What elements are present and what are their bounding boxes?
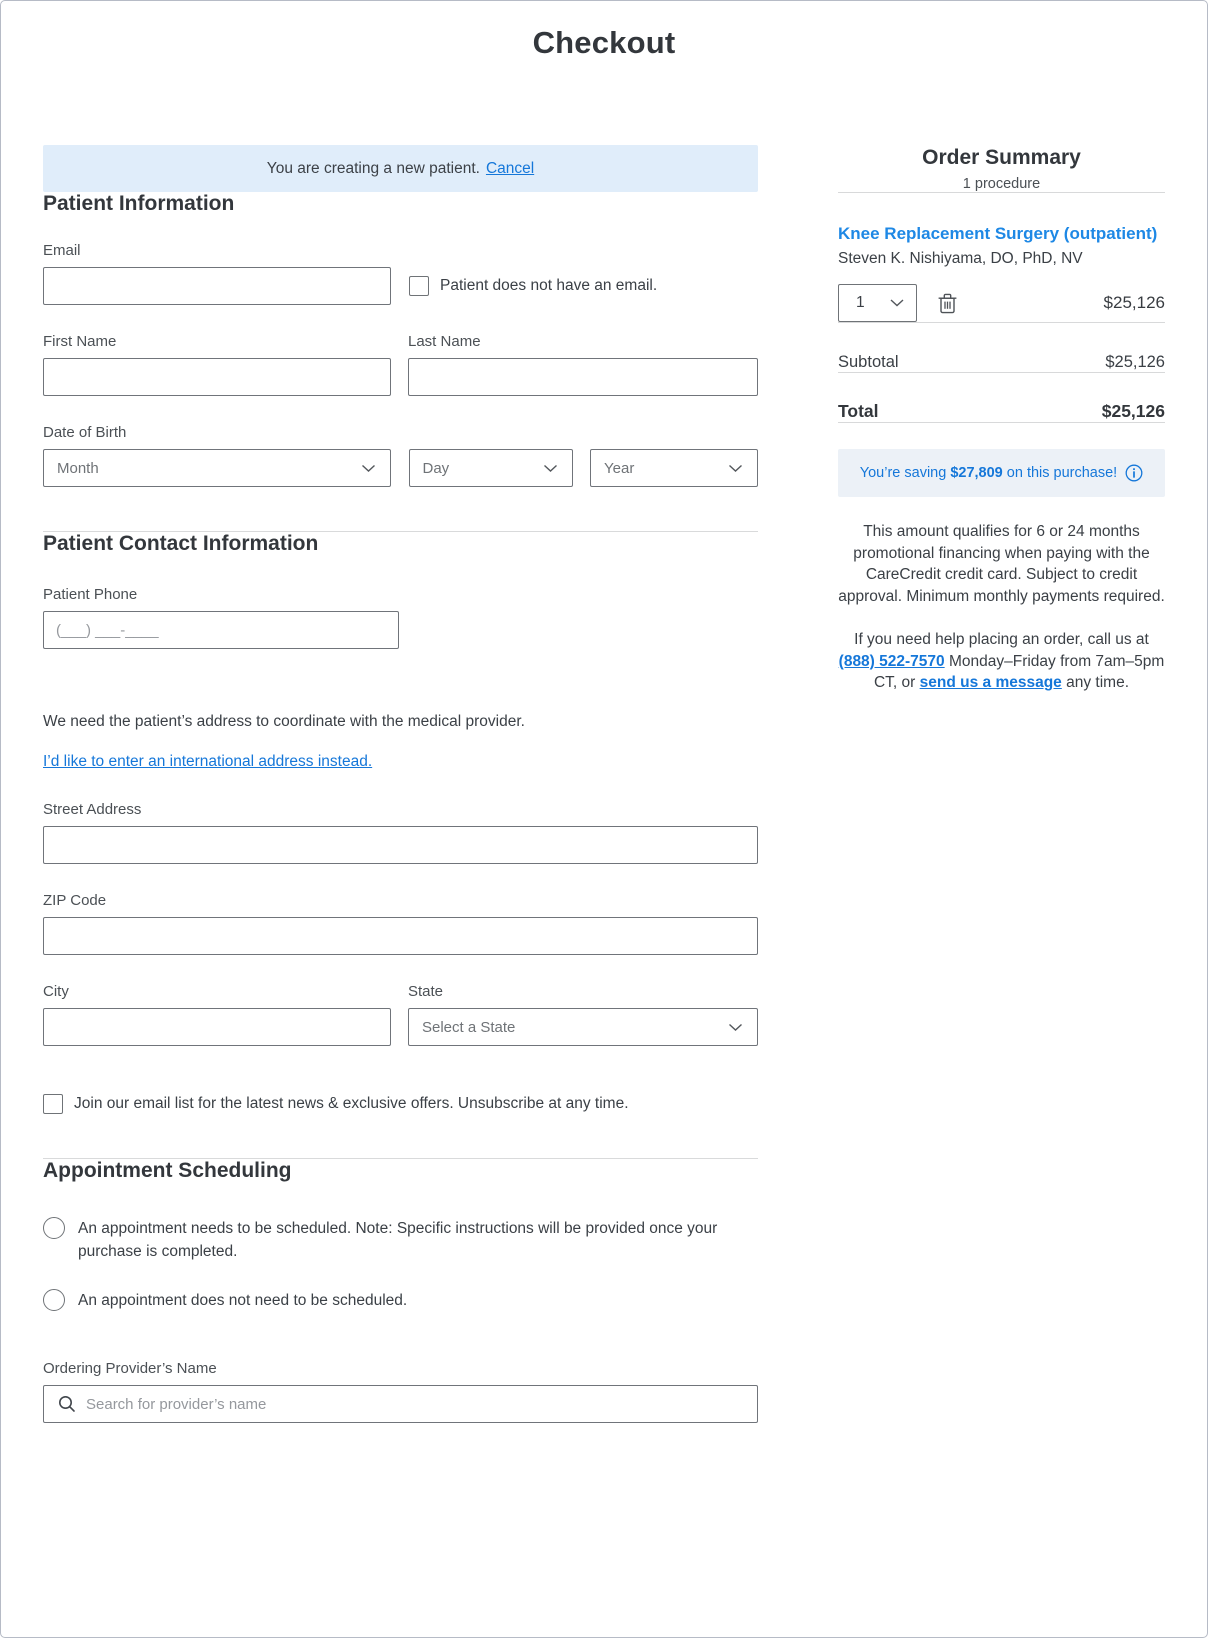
dob-label: Date of Birth: [43, 424, 127, 441]
no-email-checkbox[interactable]: [409, 276, 429, 296]
no-email-label: Patient does not have an email.: [440, 277, 658, 294]
total-label: Total: [838, 401, 879, 421]
day-select[interactable]: Day: [409, 449, 573, 487]
email-label: Email: [43, 242, 81, 259]
savings-banner: [838, 449, 1165, 497]
summary-divider: [838, 192, 1165, 193]
summary-divider: [838, 422, 1165, 423]
remove-item-button[interactable]: [935, 290, 960, 317]
chevron-down-icon: [728, 460, 743, 477]
appointment-not-scheduled-label: An appointment does not need to be scheduled.: [78, 1292, 408, 1309]
summary-divider: [838, 372, 1165, 373]
street-address-input[interactable]: [43, 826, 758, 864]
last-name-label: Last Name: [408, 333, 481, 350]
month-select[interactable]: Month: [43, 449, 391, 487]
first-name-input[interactable]: [43, 358, 391, 396]
content: [1, 61, 1207, 1423]
info-icon[interactable]: [1125, 464, 1143, 482]
cancel-link[interactable]: Cancel: [485, 159, 535, 177]
phone-link[interactable]: (888) 522-7570: [838, 652, 945, 670]
provider-name-label: Ordering Provider’s Name: [43, 1360, 217, 1377]
message-link[interactable]: send us a message: [919, 674, 1062, 691]
email-list-checkbox[interactable]: [43, 1094, 63, 1114]
order-summary: [838, 61, 1165, 1423]
procedure-count: 1 procedure: [962, 176, 1041, 192]
patient-information-heading: Patient Information: [43, 192, 235, 215]
search-icon: [57, 1394, 77, 1419]
phone-input[interactable]: [43, 611, 399, 649]
street-label: Street Address: [43, 801, 142, 818]
appointment-scheduled-radio[interactable]: [43, 1217, 65, 1239]
phone-label: Patient Phone: [43, 586, 138, 603]
city-input[interactable]: [43, 1008, 391, 1046]
chevron-down-icon: [728, 1019, 743, 1036]
subtotal-label: Subtotal: [838, 353, 899, 371]
email-input[interactable]: [43, 267, 391, 305]
contact-heading: Patient Contact Information: [43, 532, 319, 555]
help-suffix: any time.: [1066, 674, 1130, 691]
international-address-link[interactable]: I’d like to enter an international address instead.: [43, 753, 373, 770]
appointment-heading: Appointment Scheduling: [43, 1159, 292, 1182]
item-provider: Steven K. Nishiyama, DO, PhD, NV: [838, 250, 1083, 267]
appointment-not-scheduled-radio[interactable]: [43, 1289, 65, 1311]
quantity-select[interactable]: 1: [838, 284, 917, 322]
email-list-label: Join our email list for the latest news & exclusive offers. Unsubscribe at any time.: [74, 1095, 629, 1112]
savings-suffix: on this purchase!: [1006, 465, 1118, 481]
help-middle: Monday–Friday from 7am–5pm CT, or: [873, 652, 1165, 691]
subtotal-value: $25,126: [1105, 353, 1165, 371]
page-title: Checkout: [532, 25, 676, 60]
address-note: We need the patient’s address to coordinate with the medical provider.: [43, 713, 525, 730]
summary-divider: [838, 322, 1165, 323]
zip-code-input[interactable]: [43, 917, 758, 955]
savings-prefix: You’re saving: [859, 465, 947, 481]
order-summary-heading: Order Summary: [922, 146, 1081, 169]
chevron-down-icon: [543, 460, 558, 477]
last-name-input[interactable]: [408, 358, 758, 396]
item-name-link[interactable]: Knee Replacement Surgery (outpatient): [838, 224, 1158, 243]
city-label: City: [43, 983, 69, 1000]
total-value: $25,126: [1101, 401, 1165, 421]
state-select[interactable]: Select a State: [408, 1008, 758, 1046]
banner-message: You are creating a new patient.: [266, 159, 480, 177]
help-text: [838, 629, 1165, 694]
savings-amount: $27,809: [950, 465, 1003, 481]
item-price: $25,126: [1103, 293, 1165, 312]
financing-note: This amount qualifies for 6 or 24 months promotional financing when paying with the CareCredit credit card. Subject to credit approval. Minimum monthly payments required.: [838, 523, 1165, 605]
year-select[interactable]: Year: [590, 449, 758, 487]
trash-icon: [937, 303, 958, 318]
zip-label: ZIP Code: [43, 892, 107, 909]
new-patient-banner: [43, 145, 758, 192]
first-name-label: First Name: [43, 333, 117, 350]
checkout-form: [43, 61, 758, 1423]
chevron-down-icon: [361, 460, 376, 477]
help-prefix: If you need help placing an order, call us at: [854, 631, 1149, 648]
chevron-down-icon: [890, 294, 904, 312]
appointment-scheduled-label: An appointment needs to be scheduled. Note: Specific instructions will be provided once your purchase is completed.: [78, 1220, 718, 1260]
state-label: State: [408, 983, 444, 1000]
provider-search-input[interactable]: [43, 1385, 758, 1423]
